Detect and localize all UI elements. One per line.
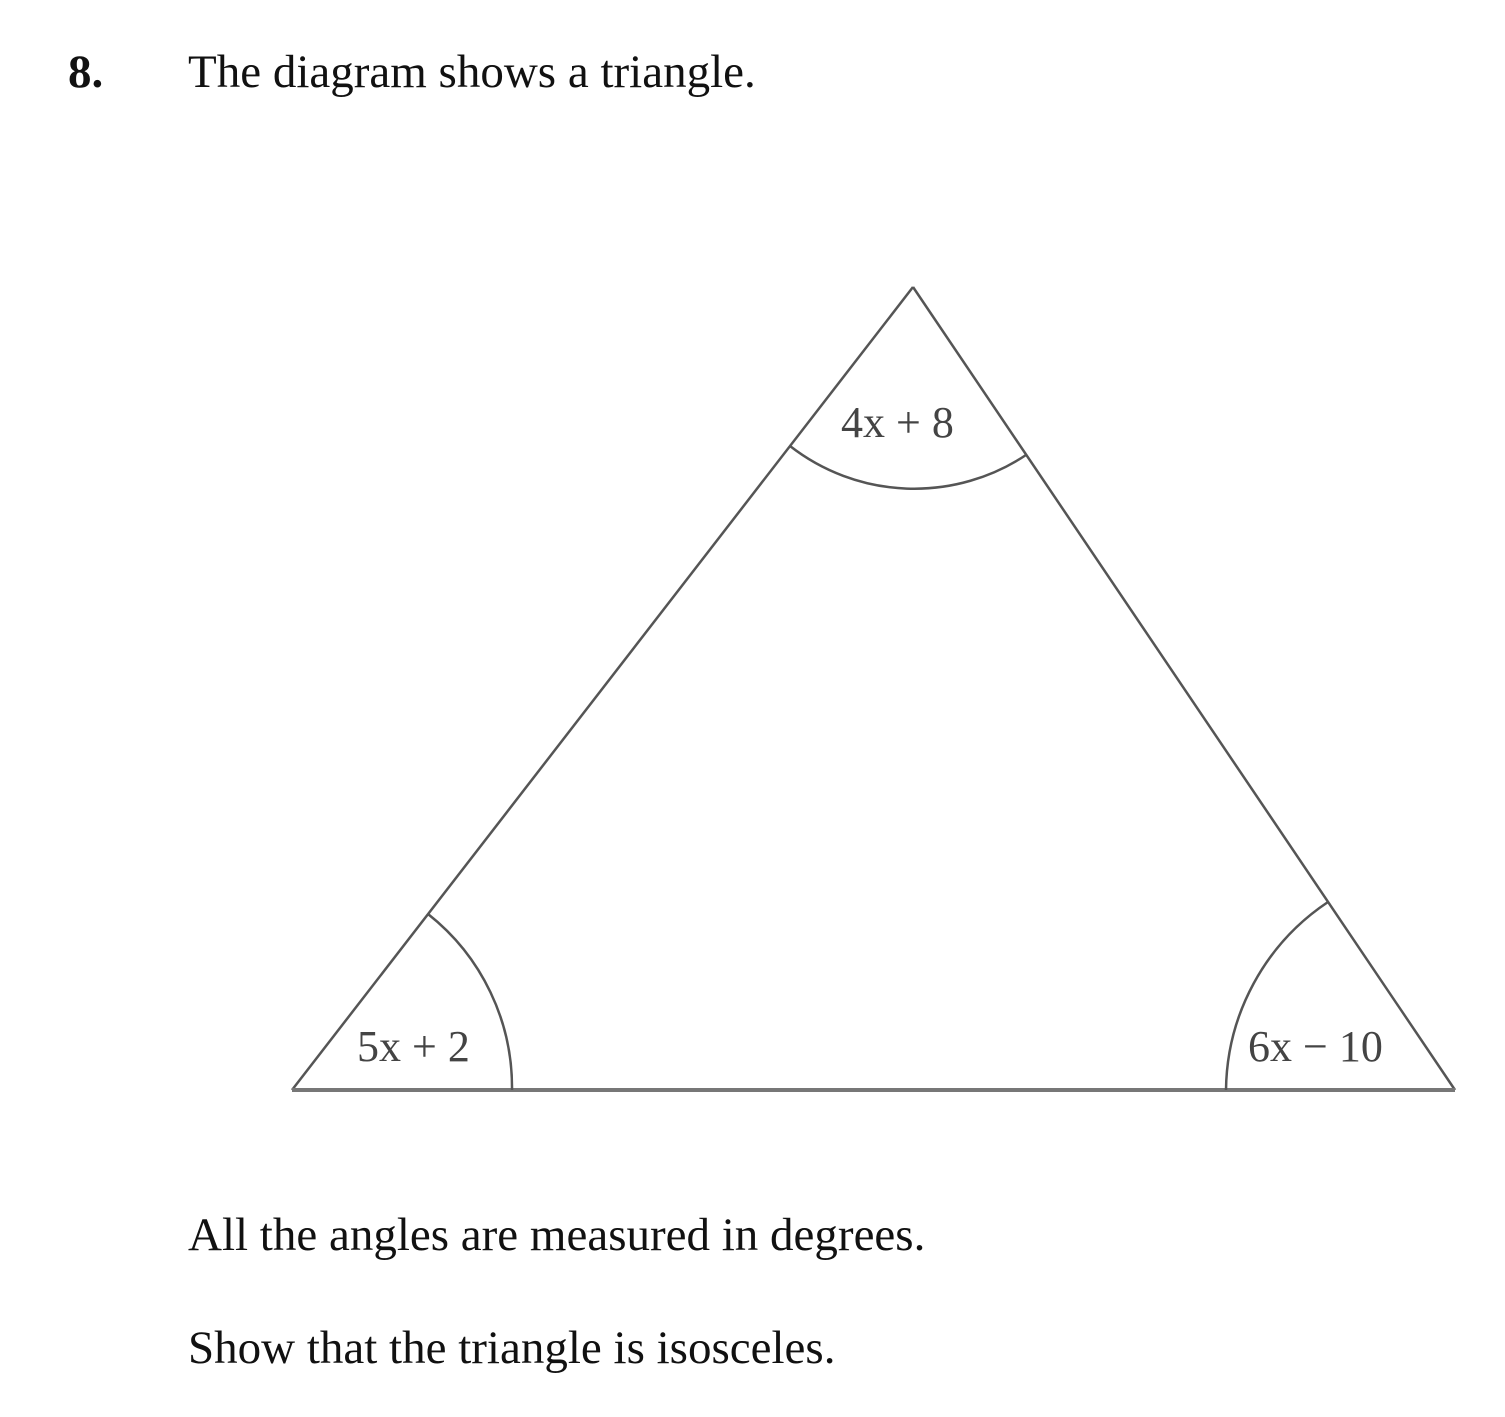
instruction-degrees: All the angles are measured in degrees. — [188, 1209, 926, 1261]
question-number: 8. — [68, 46, 104, 98]
triangle-side-right — [913, 287, 1455, 1090]
angle-label-top: 4x + 8 — [841, 398, 954, 447]
angle-arc-top — [790, 446, 1026, 489]
triangle-side-left — [292, 287, 913, 1090]
angle-label-bottom-right: 6x − 10 — [1248, 1022, 1383, 1071]
question-text: The diagram shows a triangle. — [188, 46, 756, 98]
angle-label-bottom-left: 5x + 2 — [357, 1022, 470, 1071]
instruction-task: Show that the triangle is isosceles. — [188, 1322, 836, 1374]
